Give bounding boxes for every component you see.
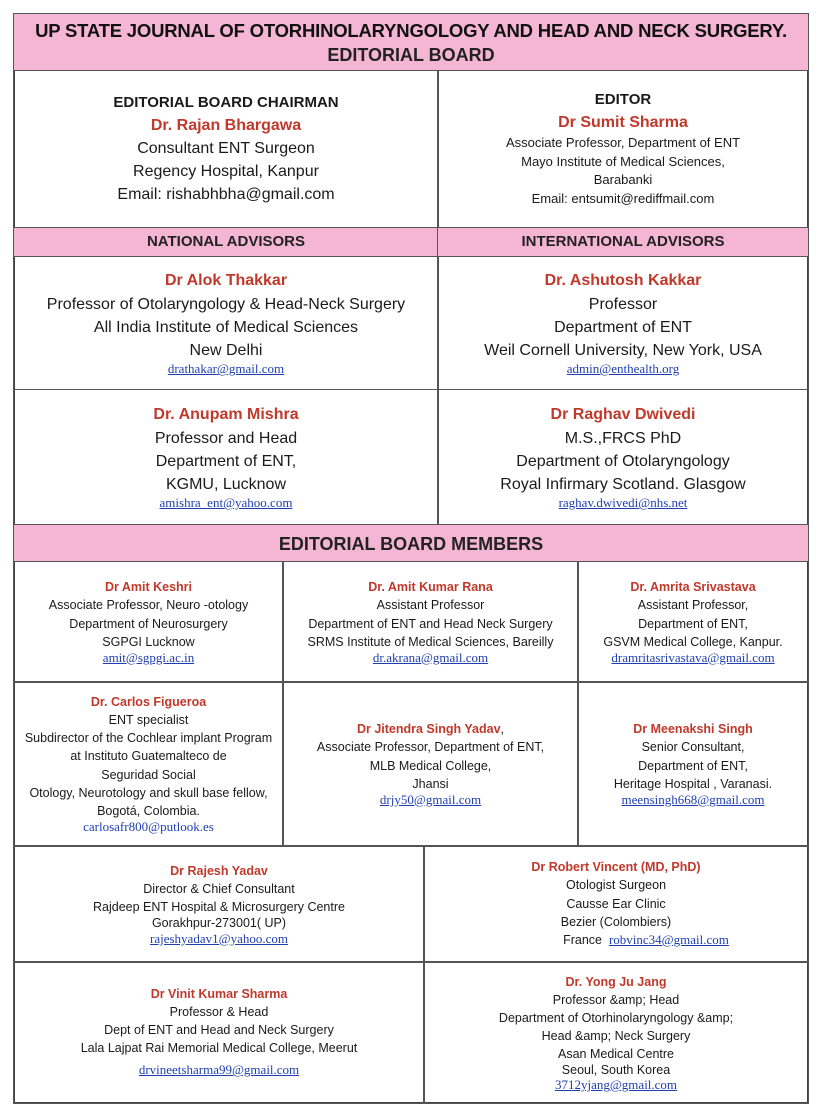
member-line: ENT specialist xyxy=(108,713,189,728)
member-line: Subdirector of the Cochlear implant Program xyxy=(24,731,273,746)
member-email-link[interactable]: dramritasrivastava@gmail.com xyxy=(611,649,775,665)
member-line: Department of ENT and Head Neck Surgery xyxy=(308,616,553,631)
member-line: Associate Professor, Department of ENT, xyxy=(316,740,545,755)
member-name: Dr. Amit Kumar Rana xyxy=(368,580,493,595)
member-cell xyxy=(423,845,809,963)
member-line: at Instituto Guatemalteco de xyxy=(70,749,227,764)
member-line: Dept of ENT and Head and Neck Surgery xyxy=(104,1023,334,1038)
member-line: Department of ENT, xyxy=(638,616,748,631)
member-name-text: Dr Jitendra Singh Yadav xyxy=(356,722,501,737)
member-line: Asan Medical Centre xyxy=(557,1047,675,1062)
member-name: Dr. Amrita Srivastava xyxy=(630,580,756,595)
advisor-line: M.S.,FRCS PhD xyxy=(564,429,682,447)
international-advisors-title: INTERNATIONAL ADVISORS xyxy=(521,233,725,250)
editor-line: Barabanki xyxy=(593,172,653,188)
editor-line: Associate Professor, Department of ENT xyxy=(505,134,741,150)
member-line: Seoul, South Korea xyxy=(561,1063,671,1078)
advisor-line: Weil Cornell University, New York, USA xyxy=(484,342,762,360)
member-name: Dr Amit Keshri xyxy=(104,580,193,595)
advisor-cell xyxy=(13,389,439,525)
member-cell xyxy=(282,561,579,683)
editor-cell xyxy=(437,70,809,228)
member-name: Dr. Carlos Figueroa xyxy=(90,695,207,710)
advisor-line: Professor and Head xyxy=(154,429,298,447)
member-line: Rajdeep ENT Hospital & Microsurgery Centre xyxy=(93,900,345,915)
member-cell xyxy=(13,681,284,847)
editor-email: Email: entsumit@rediffmail.com xyxy=(531,191,715,207)
chairman-email: Email: rishabhbha@gmail.com xyxy=(117,186,335,204)
member-cell xyxy=(577,681,809,847)
advisor-name: Dr. Anupam Mishra xyxy=(153,406,299,424)
member-line: Otologist Surgeon xyxy=(565,878,667,893)
member-email-link[interactable]: amit@sgpgi.ac.in xyxy=(102,649,195,665)
member-line: Professor & Head xyxy=(169,1004,269,1019)
chairman-line: Consultant ENT Surgeon xyxy=(137,139,315,157)
chairman-role: EDITORIAL BOARD CHAIRMAN xyxy=(113,93,339,111)
member-cell xyxy=(282,681,579,847)
member-line: Head &amp; Neck Surgery xyxy=(541,1028,691,1043)
members-band xyxy=(13,524,809,562)
member-name: Dr Vinit Kumar Sharma xyxy=(150,986,288,1001)
national-advisors-title: NATIONAL ADVISORS xyxy=(146,233,306,250)
advisor-name: Dr. Ashutosh Kakkar xyxy=(544,272,702,290)
member-cell xyxy=(13,845,425,963)
editor-role: EDITOR xyxy=(594,90,652,108)
member-line: Assistant Professor xyxy=(376,598,485,613)
member-email-link[interactable]: rajeshyadav1@yahoo.com xyxy=(150,930,288,946)
member-email-link[interactable]: 3712yjang@gmail.com xyxy=(554,1077,678,1093)
member-line: MLB Medical College, xyxy=(369,758,492,773)
member-name: Dr. Yong Ju Jang xyxy=(565,974,667,989)
chairman-name: Dr. Rajan Bhargawa xyxy=(150,116,302,134)
member-line: Senior Consultant, xyxy=(641,740,745,755)
advisor-line: All India Institute of Medical Sciences xyxy=(93,318,359,336)
board-title: EDITORIAL BOARD xyxy=(327,45,495,65)
member-line: Assistant Professor, xyxy=(637,598,749,613)
member-email-link[interactable]: drjy50@gmail.com xyxy=(379,791,482,807)
member-line: Associate Professor, Neuro -otology xyxy=(48,598,249,613)
member-cell xyxy=(13,961,425,1104)
editor-line: Mayo Institute of Medical Sciences, xyxy=(521,153,725,169)
member-line: Department of Otorhinolaryngology &amp; xyxy=(498,1010,734,1025)
advisor-line: Department of ENT xyxy=(554,318,692,336)
chairman-cell xyxy=(13,70,439,228)
member-email-link[interactable]: dr.akrana@gmail.com xyxy=(372,649,489,665)
title-band xyxy=(13,13,809,71)
member-country: France xyxy=(563,932,603,947)
member-email-link[interactable]: carlosafr800@putlook.es xyxy=(83,818,214,834)
member-email-link[interactable]: robvinc34@gmail.com xyxy=(608,931,729,947)
advisor-line: New Delhi xyxy=(189,342,263,360)
member-name: Dr Robert Vincent (MD, PhD) xyxy=(531,860,701,875)
member-line: Bezier (Colombiers) xyxy=(560,914,672,929)
member-line: SGPGI Lucknow xyxy=(102,634,195,649)
advisor-email-link[interactable]: raghav.dwivedi@nhs.net xyxy=(558,495,688,511)
member-cell xyxy=(13,561,284,683)
advisor-line: Professor of Otolaryngology & Head-Neck Surgery xyxy=(46,295,406,313)
member-email-link[interactable]: meensingh668@gmail.com xyxy=(621,791,765,807)
member-cell xyxy=(577,561,809,683)
advisors-band xyxy=(13,227,809,257)
member-line: Seguridad Social xyxy=(101,767,196,782)
advisor-line: Department of ENT, xyxy=(155,452,297,470)
member-name: Dr Jitendra Singh Yadav, xyxy=(356,722,505,737)
member-line: Bogotá, Colombia. xyxy=(97,803,200,818)
member-line: Department of Neurosurgery xyxy=(69,616,228,631)
member-line: Gorakhpur-273001( UP) xyxy=(151,916,287,931)
member-email-link[interactable]: drvineetsharma99@gmail.com xyxy=(138,1062,300,1078)
advisor-name: Dr Alok Thakkar xyxy=(164,272,288,290)
members-title: EDITORIAL BOARD MEMBERS xyxy=(278,534,544,554)
member-line: Director & Chief Consultant xyxy=(143,881,295,896)
journal-title: UP STATE JOURNAL OF OTORHINOLARYNGOLOGY AND HEAD AND NECK SURGERY. xyxy=(35,20,787,41)
advisor-line: Department of Otolaryngology xyxy=(516,452,730,470)
advisor-cell xyxy=(437,389,809,525)
chairman-line: Regency Hospital, Kanpur xyxy=(133,162,319,180)
member-line: Jhansi xyxy=(412,776,449,791)
member-line: SRMS Institute of Medical Sciences, Bareilly xyxy=(307,634,554,649)
member-line: Department of ENT, xyxy=(638,758,748,773)
member-line: GSVM Medical College, Kanpur. xyxy=(603,634,783,649)
member-line: Otology, Neurotology and skull base fellow, xyxy=(29,785,268,800)
advisor-email-link[interactable]: amishra_ent@yahoo.com xyxy=(159,495,293,511)
advisor-cell xyxy=(437,256,809,390)
editor-name: Dr Sumit Sharma xyxy=(558,113,688,131)
member-cell xyxy=(423,961,809,1104)
advisor-cell xyxy=(13,256,439,390)
advisor-line: KGMU, Lucknow xyxy=(165,476,287,494)
member-line-with-email xyxy=(503,931,729,950)
advisor-email-link[interactable]: admin@enthealth.org xyxy=(566,361,680,377)
member-line: Causse Ear Clinic xyxy=(566,896,666,911)
advisor-email-link[interactable]: drathakar@gmail.com xyxy=(167,361,285,377)
advisor-line: Royal Infirmary Scotland. Glasgow xyxy=(500,476,746,494)
member-line: Lala Lajpat Rai Memorial Medical College, Meerut xyxy=(80,1041,358,1056)
member-name: Dr Rajesh Yadav xyxy=(170,863,268,878)
member-line: Heritage Hospital , Varanasi. xyxy=(613,776,773,791)
advisor-line: Professor xyxy=(588,295,658,313)
member-line: Professor &amp; Head xyxy=(552,992,680,1007)
member-name: Dr Meenakshi Singh xyxy=(633,722,753,737)
advisor-name: Dr Raghav Dwivedi xyxy=(550,406,696,424)
